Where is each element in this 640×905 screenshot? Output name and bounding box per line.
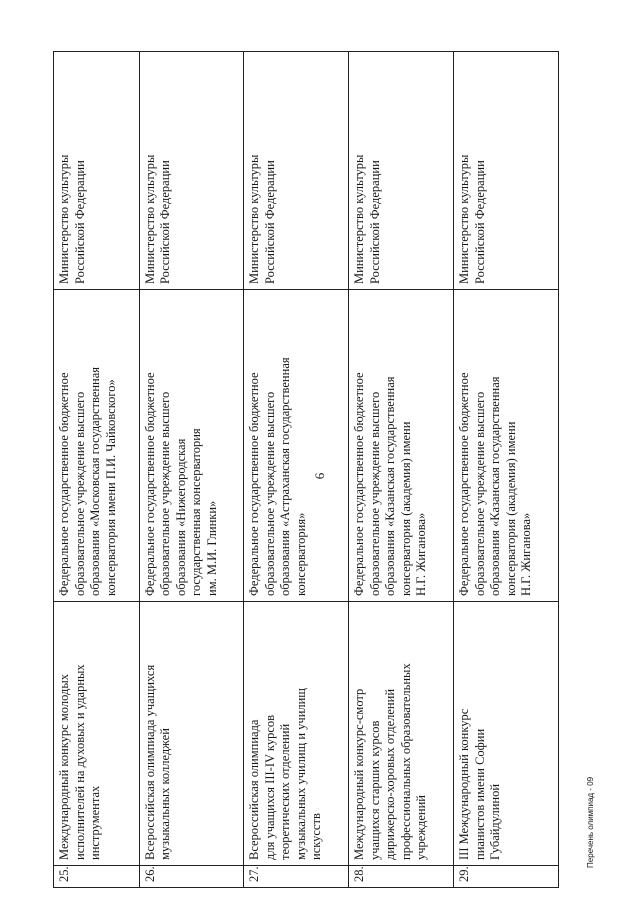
olympiad-table-wrapper <box>53 52 559 888</box>
organizer: Федеральное государственное бюджетное образовательное учреждение высшего образования «Казанская государственная консерватория (академия) имени Н.Г. Жиганова» <box>454 290 559 602</box>
olympiad-name: Международный конкурс молодых исполнителей на духовых и ударных инструментах <box>54 602 140 866</box>
olympiad-name: Всероссийская олимпиада учащихся музыкальных колледжей <box>139 602 244 866</box>
ministry: Министерство культуры Российской Федерации <box>54 52 140 290</box>
olympiad-name: Всероссийская олимпиада для учащихся III-IV курсов теоретических отделений музыкальных училищ и училищ искусств <box>244 602 349 866</box>
row-number: 29. <box>454 866 559 888</box>
organizer: Федеральное государственное бюджетное образовательное учреждение высшего образования «Московская государственная консерватория имени П.И. Чайковского» <box>54 290 140 602</box>
table-row <box>54 52 140 888</box>
row-number: 28. <box>349 866 454 888</box>
table-row <box>349 52 454 888</box>
olympiad-name: Международный конкурс-смотр учащихся старших курсов дирижерско-хоровых отделений профессиональных образовательных учреждений <box>349 602 454 866</box>
table-row <box>454 52 559 888</box>
organizer: Федеральное государственное бюджетное образовательное учреждение высшего образования «Нижегородская государственная консерватория им. М.И. Глинки» <box>139 290 244 602</box>
ministry: Министерство культуры Российской Федерации <box>349 52 454 290</box>
ministry: Министерство культуры Российской Федерации <box>139 52 244 290</box>
organizer: Федеральное государственное бюджетное образовательное учреждение высшего образования «Астраханская государственная консерватория» <box>244 290 349 602</box>
ministry: Министерство культуры Российской Федерации <box>244 52 349 290</box>
table-row <box>244 52 349 888</box>
page-number: 6 <box>312 472 327 480</box>
row-number: 26. <box>139 866 244 888</box>
row-number: 25. <box>54 866 140 888</box>
organizer: Федеральное государственное бюджетное образовательное учреждение высшего образования «Казанская государственная консерватория (академия) имени Н.Г. Жиганова» <box>349 290 454 602</box>
olympiad-name: III Международный конкурс пианистов имени Софии Губайдулиной <box>454 602 559 866</box>
row-number: 27. <box>244 866 349 888</box>
ministry: Министерство культуры Российской Федерации <box>454 52 559 290</box>
footer-label: Перечень олимпиад - 09 <box>586 776 595 868</box>
olympiad-table <box>53 51 559 888</box>
table-row <box>139 52 244 888</box>
